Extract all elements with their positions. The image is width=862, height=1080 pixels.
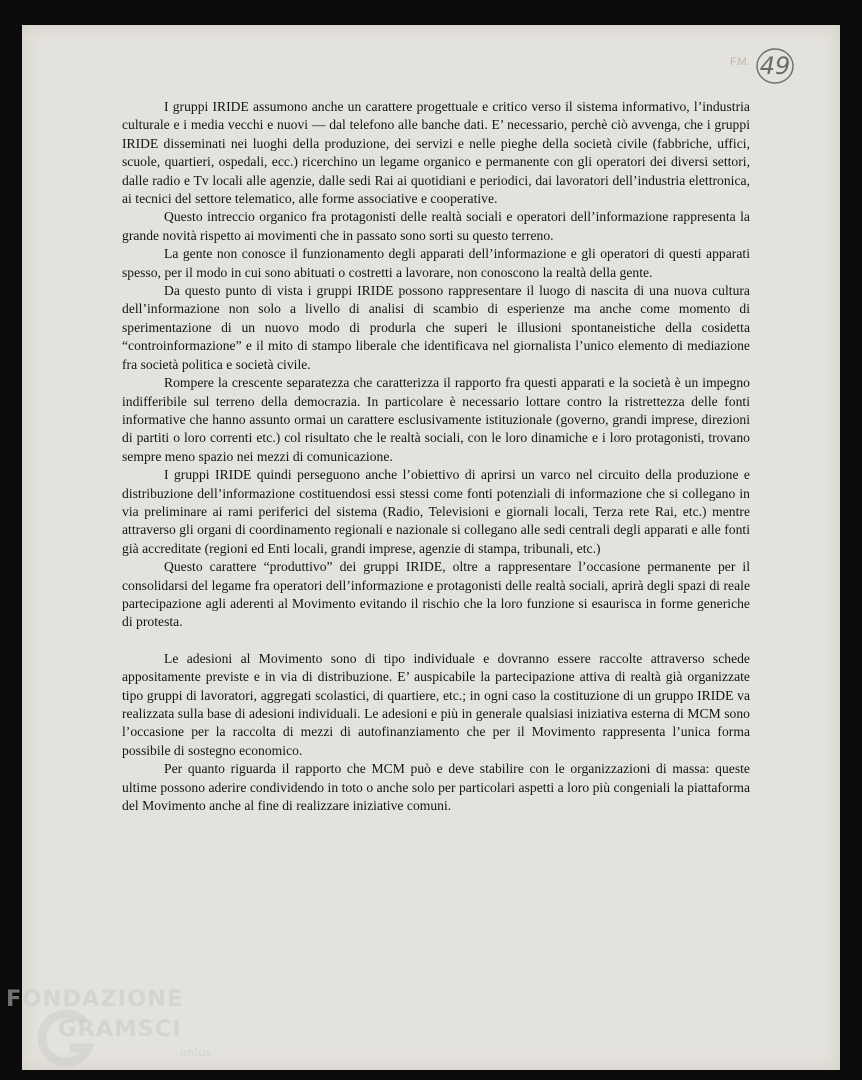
- paragraph: Da questo punto di vista i gruppi IRIDE possono rappresentare il luogo di nascita di una nuova cultura dell’informazione non solo a livello di analisi di scambio di esperienze ma anche come momento di sperimentazione di un nuovo modo di produrla che superi le illusioni spontaneistiche della cosidetta “controinformazione” e il mito di stampo liberale che identificava nel giornalista l’unico elemento di mediazione fra società politica e società civile.: [122, 283, 750, 372]
- watermark-line-2: GRAMSCI: [58, 1016, 182, 1042]
- fondazione-gramsci-watermark: [6, 986, 226, 1076]
- document-body: [122, 98, 750, 815]
- paragraph: La gente non conosce il funzionamento degli apparati dell’informazione e gli operatori di questi apparati spesso, per il modo in cui sono abituati o costretti a lavorare, non conoscono la realtà della gente.: [122, 246, 750, 280]
- archive-page-stamp: [730, 48, 800, 88]
- handwritten-page-number: 49: [759, 52, 791, 80]
- paragraph: Per quanto riguarda il rapporto che MCM può e deve stabilire con le organizzazioni di massa: queste ultime possono aderire condividendo in toto o anche solo per particolari aspetti a loro più congeniali la piattaforma del Movimento anche al fine di realizzare iniziative comuni.: [122, 761, 750, 814]
- paragraph: Rompere la crescente separatezza che caratterizza il rapporto fra questi apparati e la società è un impegno indifferibile sul terreno della democrazia. In particolare è necessario lottare contro la ristrettezza delle fonti informative che hanno assunto ormai un carattere esclusivamente istituzionale (governo, grandi imprese, direzioni di partiti o loro correnti etc.) col risultato che le realtà sociali, con le loro dinamiche e i loro protagonisti, trovano sempre meno spazio nei mezzi di comunicazione.: [122, 375, 750, 464]
- watermark-line-3: onlus: [180, 1046, 212, 1059]
- paragraph: Le adesioni al Movimento sono di tipo individuale e dovranno essere raccolte attraverso schede appositamente previste e in via di distribuzione. E’ auspicabile la partecipazione attiva di realtà già organizzate tipo gruppi di lavoratori, aggregati scolastici, di quartiere, etc.; in ogni caso la costituzione di un gruppo IRIDE va realizzata sulla base di adesioni individuali. Le adesioni e più in generale qualsiasi iniziativa esterna di MCM sono l’occasione per la raccolta di mezzi di autofinanziamento che per il Movimento rappresenta l’unica forma possibile di sostegno economico.: [122, 650, 750, 758]
- paragraph: I gruppi IRIDE assumono anche un carattere progettuale e critico verso il sistema informativo, l’industria culturale e i media vecchi e nuovi — dal telefono alle banche dati. E’ necessario, perchè ciò avvenga, che i gruppi IRIDE disseminati nei luoghi della produzione, dei servizi e nelle pieghe della società civile (fabbriche, uffici, scuole, quartieri, ospedali, ecc.) ricerchino un legame organico e permanente con gli operatori dei diversi settori, dalle radio e Tv locali alle agenzie, dalle sedi Rai ai quotidiani e periodici, dai lavoratori dell’industria elettronica, ai tecnici del settore telematico, alle forme associative e cooperative.: [122, 99, 750, 207]
- watermark-line-1: FONDAZIONE: [6, 986, 184, 1012]
- paragraph: Questo carattere “produttivo” dei gruppi IRIDE, oltre a rappresentare l’occasione permanente per il consolidarsi del legame fra operatori dell’informazione e protagonisti delle realtà sociali, aprirà degli spazi di reale partecipazione agli aderenti al Movimento evitando il rischio che la loro funzione si esaurisca in forme generiche di protesta.: [122, 559, 750, 630]
- archive-stamp-text: F.M.: [730, 56, 749, 68]
- paragraph: Questo intreccio organico fra protagonisti delle realtà sociali e operatori dell’informazione rappresenta la grande novità rispetto ai movimenti che in passato sono sorti su questo terreno.: [122, 209, 750, 243]
- paragraph: I gruppi IRIDE quindi perseguono anche l’obiettivo di aprirsi un varco nel circuito della produzione e distribuzione dell’informazione costituendosi essi stessi come fonti potenziali di informazione che si collegano in via preliminare ai rami periferici del sistema (Radio, Televisioni e giornali locali, Terza rete Rai, etc.) mentre attraverso gli organi di coordinamento regionali e nazionale si collegano alle sedi centrali degli apparati e alle fonti già accreditate (regioni ed Enti locali, grandi imprese, agenzie di stampa, tribunali, etc.): [122, 467, 750, 556]
